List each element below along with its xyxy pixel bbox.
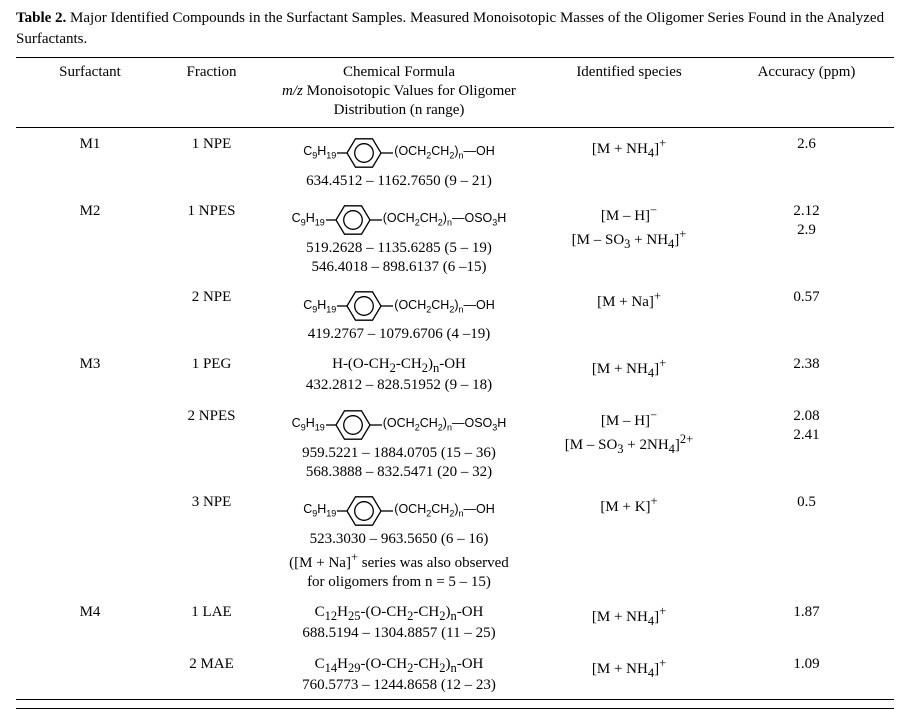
chemical-formula-text: $C_{12}H_{25}-(O-CH_2-CH_2)_n-OH$ <box>314 604 484 624</box>
formula-cell <box>259 281 539 348</box>
identified-species: [M + Na]+ <box>597 289 661 311</box>
species-cell <box>539 281 719 348</box>
identified-species: $[M + NH_4]^+$ <box>591 655 667 680</box>
table-row <box>16 281 894 348</box>
table-row <box>16 596 894 647</box>
fraction-cell: 2 NPE <box>191 289 232 306</box>
accuracy-value: 1.09 <box>793 655 820 672</box>
mass-range: 546.4018 – 898.6137 (6 –15) <box>311 258 487 275</box>
table-row <box>16 348 894 399</box>
column-header-species: Identified species <box>539 58 719 128</box>
fraction-cell: 2 MAE <box>189 655 234 672</box>
chemical-structure <box>261 494 537 528</box>
chemical-structure <box>261 408 537 442</box>
sulfate-group-label: $(OCH_2CH_2)_n—OSO_3H$ <box>382 211 507 228</box>
formula-cell <box>259 648 539 700</box>
accuracy-cell <box>719 348 894 399</box>
surfactant-cell <box>16 281 164 348</box>
chemical-formula-text: $C_{14}H_{29}-(O-CH_2-CH_2)_n-OH$ <box>314 655 484 675</box>
accuracy-value: 2.08 <box>793 407 820 424</box>
accuracy-value: 2.9 <box>797 221 816 238</box>
accuracy-value: 2.41 <box>793 426 820 443</box>
accuracy-value: 0.5 <box>797 493 816 510</box>
column-header-formula <box>259 58 539 128</box>
column-header-surfactant: Surfactant <box>16 58 164 128</box>
accuracy-cell <box>719 400 894 486</box>
species-cell <box>539 195 719 281</box>
alkyl-group-label: $C_9H_{19}$ <box>303 502 337 519</box>
formula-cell <box>259 348 539 399</box>
chemical-formula-text: $H-(O-CH_2-CH_2)_n-OH$ <box>332 356 466 376</box>
table-row <box>16 486 894 597</box>
surfactant-cell <box>16 486 164 597</box>
column-header-fraction: Fraction <box>164 58 259 128</box>
species-cell <box>539 486 719 597</box>
identified-species: [M – H]− <box>600 407 658 429</box>
mass-range: 519.2628 – 1135.6285 (5 – 19) <box>306 239 492 256</box>
fraction-cell: 3 NPE <box>191 493 232 510</box>
accuracy-cell <box>719 596 894 647</box>
formula-cell <box>259 486 539 597</box>
identified-species: $[M + NH_4]^+$ <box>591 356 667 381</box>
alkyl-group-label: $C_9H_{19}$ <box>291 415 325 433</box>
column-header-accuracy: Accuracy (ppm) <box>719 58 894 128</box>
identified-species: $[M - SO_3 + 2NH_4]^{2+}$ <box>564 431 694 456</box>
alkyl-group-label: $C_9H_{19}$ <box>303 297 337 315</box>
mass-range: 419.2767 – 1079.6706 (4 –19) <box>307 326 491 343</box>
table-row <box>16 648 894 700</box>
header-row <box>16 58 894 128</box>
fraction-cell: 1 PEG <box>191 356 232 373</box>
accuracy-cell <box>719 127 894 195</box>
fraction-cell: 2 NPES <box>187 407 236 424</box>
series-note: ([M + Na]+ series was also observed for oligomers from n = 5 – 15) <box>289 550 509 591</box>
species-cell <box>539 648 719 700</box>
chemical-structure <box>261 203 537 237</box>
surfactant-cell <box>16 400 164 486</box>
surfactant-cell: M2 <box>79 202 101 219</box>
surfactant-cell: M1 <box>79 135 101 152</box>
formula-cell <box>259 127 539 195</box>
mass-range: 959.5221 – 1884.0705 (15 – 36) <box>302 444 496 461</box>
accuracy-cell <box>719 195 894 281</box>
identified-species: [M – H]− <box>600 202 658 224</box>
identified-species: [M + K]+ <box>600 493 658 515</box>
surfactant-cell <box>16 648 164 700</box>
fraction-cell: 1 LAE <box>191 604 232 621</box>
accuracy-value: 2.12 <box>793 202 820 219</box>
column-header-formula-title: Chemical Formula <box>342 64 456 80</box>
chemical-structure <box>261 136 537 170</box>
mass-range: 432.2812 – 828.51952 (9 – 18) <box>305 377 493 394</box>
mass-range: 523.3030 – 963.5650 (6 – 16) <box>309 530 489 547</box>
accuracy-value: 1.87 <box>793 604 820 621</box>
mass-range: 760.5773 – 1244.8658 (12 – 23) <box>302 676 496 693</box>
alkyl-group-label: $C_9H_{19}$ <box>303 144 337 161</box>
species-cell <box>539 596 719 647</box>
ethoxylate-group-label: $(OCH_2CH_2)_n—OH$ <box>394 502 495 519</box>
table-row <box>16 127 894 195</box>
fraction-cell: 1 NPES <box>187 202 236 219</box>
fraction-cell: 1 NPE <box>191 135 232 152</box>
ethoxylate-group-label: $(OCH_2CH_2)_n—OH$ <box>394 297 495 315</box>
column-header-formula-subtitle: m/z Monoisotopic Values for Oligomer Distribution (n range) <box>282 83 516 119</box>
identified-species: $[M + NH_4]^+$ <box>591 135 667 160</box>
surfactant-cell: M4 <box>79 604 101 621</box>
accuracy-value: 2.6 <box>797 135 816 152</box>
alkyl-group-label: $C_9H_{19}$ <box>291 211 325 228</box>
accuracy-cell <box>719 281 894 348</box>
formula-cell <box>259 400 539 486</box>
species-cell <box>539 348 719 399</box>
benzene-ring-icon <box>336 494 394 528</box>
accuracy-cell <box>719 648 894 700</box>
benzene-ring-icon <box>325 408 383 442</box>
mass-range: 688.5194 – 1304.8857 (11 – 25) <box>302 625 496 642</box>
species-cell <box>539 127 719 195</box>
benzene-ring-icon <box>325 203 383 237</box>
formula-cell <box>259 596 539 647</box>
accuracy-value: 0.57 <box>793 289 820 306</box>
identified-species: $[M + NH_4]^+$ <box>591 604 667 629</box>
chemical-structure <box>261 289 537 323</box>
formula-cell <box>259 195 539 281</box>
mass-range: 634.4512 – 1162.7650 (9 – 21) <box>306 172 492 189</box>
mass-range: 568.3888 – 832.5471 (20 – 32) <box>305 463 493 480</box>
benzene-ring-icon <box>336 136 394 170</box>
table-caption-label: Table 2. <box>16 10 67 26</box>
compounds-table <box>16 57 894 700</box>
ethoxylate-group-label: $(OCH_2CH_2)_n—OH$ <box>394 144 495 161</box>
table-caption <box>16 8 894 50</box>
identified-species: $[M - SO_3 + NH_4]^+$ <box>571 226 687 251</box>
surfactant-cell: M3 <box>79 356 101 373</box>
species-cell <box>539 400 719 486</box>
sulfate-group-label: $(OCH_2CH_2)_n—OSO_3H$ <box>382 415 507 433</box>
table-row <box>16 195 894 281</box>
accuracy-cell <box>719 486 894 597</box>
table-caption-text: Major Identified Compounds in the Surfactant Samples. Measured Monoisotopic Masses of the Oligomer Series Found in the Analyzed Surfactants. <box>16 10 885 47</box>
table-row <box>16 400 894 486</box>
benzene-ring-icon <box>336 289 394 323</box>
accuracy-value: 2.38 <box>793 356 820 373</box>
